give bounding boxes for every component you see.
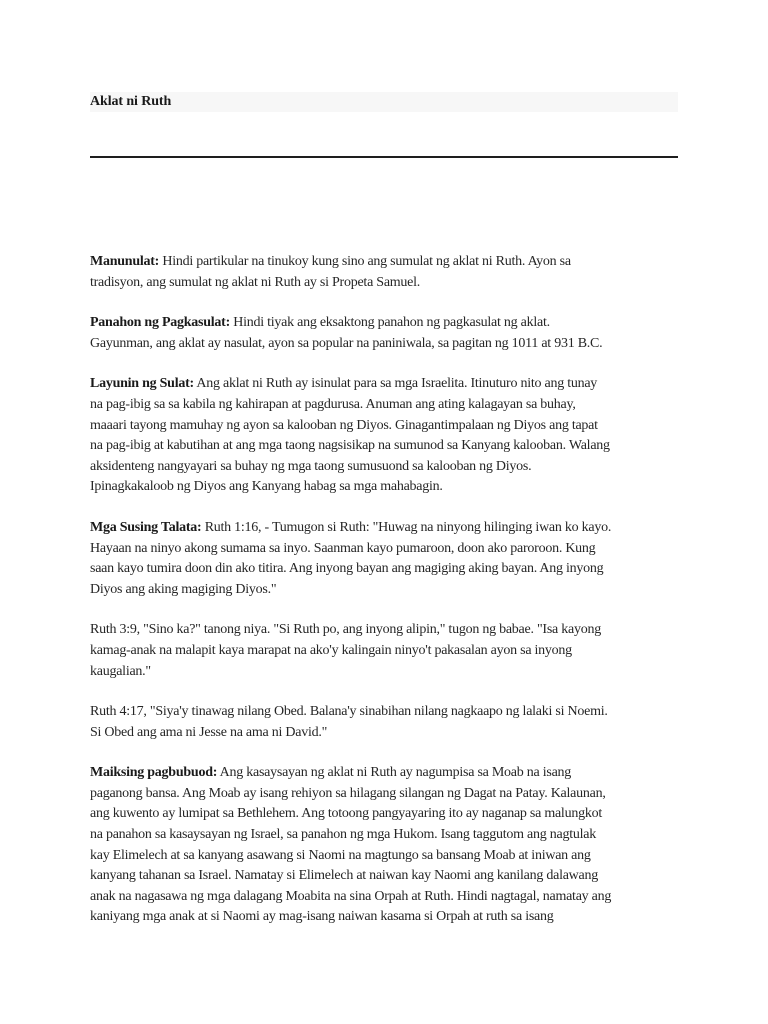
text-line: Gayunman, ang aklat ay nasulat, ayon sa popular na paniniwala, sa pagitan ng 1011 at 931 B.C. xyxy=(90,335,603,351)
text-line: maaari tayong mamuhay ng ayon sa kalooban ng Diyos. Ginagantimpalaan ng Diyos ang tapat xyxy=(90,417,598,433)
text-line: na pag-ibig at kabutihan at ang mga taong nagsisikap na sumunod sa Kanyang kalooban. Walang xyxy=(90,438,610,454)
horizontal-rule xyxy=(90,156,678,158)
document-body xyxy=(90,252,690,948)
text-line: Hayaan na ninyo akong sumama sa inyo. Saanman kayo pumaroon, doon ako paroroon. Kung xyxy=(90,540,596,556)
text-line: kaniyang mga anak at si Naomi ay mag-isang naiwan kasama si Orpah at ruth sa isang xyxy=(90,909,554,925)
text-line: anak na nagasawa ng mga dalagang Moabita na sina Orpah at Ruth. Hindi nagtagal, namatay ang xyxy=(90,888,612,904)
text-line: Ruth 3:9, "Sino ka?" tanong niya. "Si Ruth po, ang inyong alipin," tugon ng babae. "Isa kayong xyxy=(90,622,601,638)
text-line: Ipinagkakaloob ng Diyos ang Kanyang habag sa mga mahabagin. xyxy=(90,479,443,495)
text-line: Diyos ang aking magiging Diyos." xyxy=(90,581,277,597)
paragraph-ruth-3-9 xyxy=(90,620,690,682)
section-label: Mga Susing Talata: xyxy=(90,519,202,535)
text-line: kamag-anak na malapit kaya marapat na ako'y kalingain ninyo't pakasalan ayon sa inyong xyxy=(90,642,572,658)
text-line: na panahon sa kasaysayan ng Israel, sa panahon ng mga Hukom. Isang taggutom ang nagtulak xyxy=(90,827,596,843)
section-label: Layunin ng Sulat: xyxy=(90,376,194,392)
section-label: Maiksing pagbubuod: xyxy=(90,765,218,781)
text-line: na pag-ibig sa sa kabila ng kahirapan at pagdurusa. Anuman ang ating kalagayan sa buhay, xyxy=(90,396,576,412)
text-line: kanyang tahanan sa Israel. Namatay si Elimelech at naiwan kay Naomi ang kanilang dalawang xyxy=(90,868,598,884)
text-line: Ruth 1:16, - Tumugon si Ruth: "Huwag na ninyong hilinging iwan ko kayo. xyxy=(201,519,612,535)
text-line: kaugalian." xyxy=(90,663,151,679)
paragraph-panahon xyxy=(90,313,690,354)
text-line: Ang aklat ni Ruth ay isinulat para sa mga Israelita. Itinuturo nito ang tunay xyxy=(193,376,598,392)
document-title: Aklat ni Ruth xyxy=(90,94,172,109)
text-line: kay Elimelech at sa kanyang asawang si Naomi na magtungo sa bansang Moab at iniwan ang xyxy=(90,847,591,863)
paragraph-susing-talata xyxy=(90,518,690,600)
paragraph-manunulat xyxy=(90,252,690,293)
title-highlight xyxy=(90,92,678,112)
text-line: Hindi tiyak ang eksaktong panahon ng pagkasulat ng aklat. xyxy=(229,315,550,331)
paragraph-ruth-4-17 xyxy=(90,702,690,743)
text-line: Ang kasaysayan ng aklat ni Ruth ay nagumpisa sa Moab na isang xyxy=(217,765,572,781)
text-line: aksidenteng nangyayari sa buhay ng mga taong sumusuond sa kalooban ng Diyos. xyxy=(90,458,532,474)
text-line: ang kuwento ay lumipat sa Bethlehem. Ang totoong pangyayaring ito ay naganap sa malungkot xyxy=(90,806,602,822)
text-line: paganong bansa. Ang Moab ay isang rehiyon sa hilagang silangan ng Dagat na Patay. Kalaunan, xyxy=(90,785,606,801)
text-line: Hindi partikular na tinukoy kung sino ang sumulat ng aklat ni Ruth. Ayon sa xyxy=(159,254,571,269)
section-label: Manunulat: xyxy=(90,254,160,269)
text-line: Si Obed ang ama ni Jesse na ama ni David." xyxy=(90,724,328,740)
section-label: Panahon ng Pagkasulat: xyxy=(90,315,230,331)
text-line: tradisyon, ang sumulat ng aklat ni Ruth ay si Propeta Samuel. xyxy=(90,274,421,290)
text-line: saan kayo tumira doon din ako titira. Ang inyong bayan ang magiging aking bayan. Ang inyong xyxy=(90,561,604,577)
text-line: Ruth 4:17, "Siya'y tinawag nilang Obed. Balana'y sinabihan nilang nagkaapo ng lalaki si Noemi. xyxy=(90,704,608,720)
paragraph-maiksing-pagbubuod xyxy=(90,763,690,928)
paragraph-layunin xyxy=(90,374,690,498)
